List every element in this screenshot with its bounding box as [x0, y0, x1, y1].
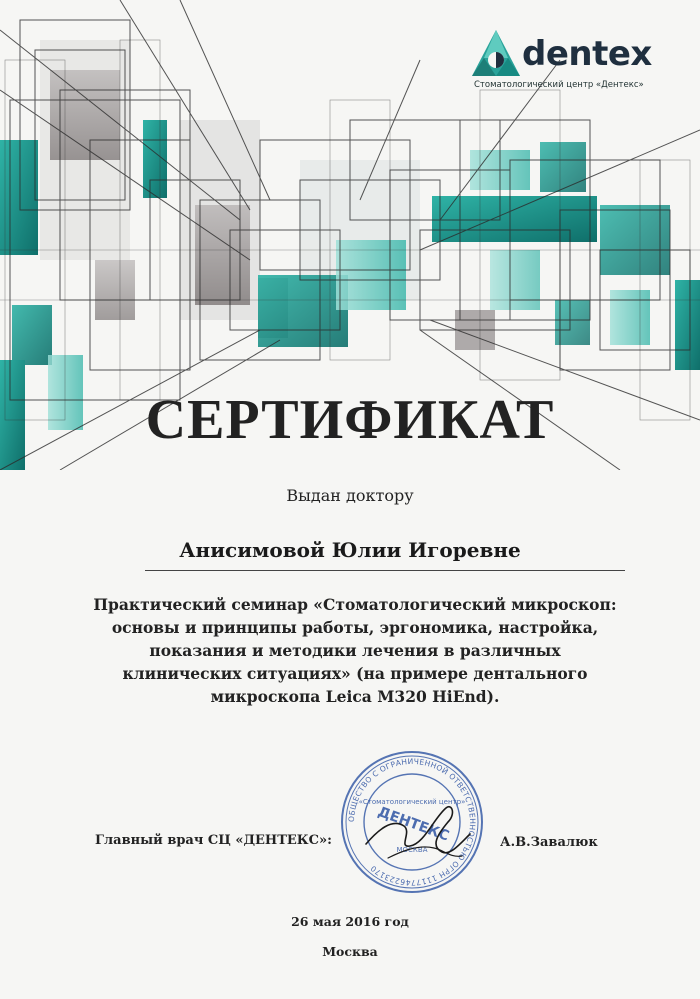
signatory-title: Главный врач СЦ «ДЕНТЕКС»:	[95, 833, 332, 848]
stamp-ring-text: ОБЩЕСТВО С ОГРАНИЧЕННОЙ ОТВЕТСТВЕННОСТЬЮ ОГРН 1117746223170	[346, 756, 478, 888]
signatory-name: А.В.Завалюк	[500, 835, 598, 850]
issue-city: Москва	[322, 944, 378, 959]
recipient-underline	[145, 570, 625, 571]
stamp-city-text: МОСКВА	[396, 846, 428, 854]
logo-tagline: Стоматологический центр «Дентекс»	[474, 80, 644, 90]
official-stamp	[338, 748, 486, 896]
course-description: Практический семинар «Стоматологический микроскоп: основы и принципы работы, эргономика, настройка, показания и методики лечения в различных клинических ситуациях» (на примере дентального микроскопа Leica M320 HiEnd).	[93, 595, 617, 706]
stamp-inner-text: «Стоматологический центр»	[358, 798, 466, 806]
dentex-logo	[470, 28, 680, 98]
issued-to-label: Выдан доктору	[286, 486, 414, 505]
recipient-name: Анисимовой Юлии Игоревне	[179, 538, 521, 562]
dentex-logo-icon	[470, 28, 522, 80]
issue-date: 26 мая 2016 год	[291, 914, 409, 929]
certificate-title: СЕРТИФИКАТ	[145, 389, 555, 451]
logo-wordmark: dentex	[522, 34, 652, 74]
stamp-center-text: ДЕНТЕКС	[375, 803, 452, 845]
